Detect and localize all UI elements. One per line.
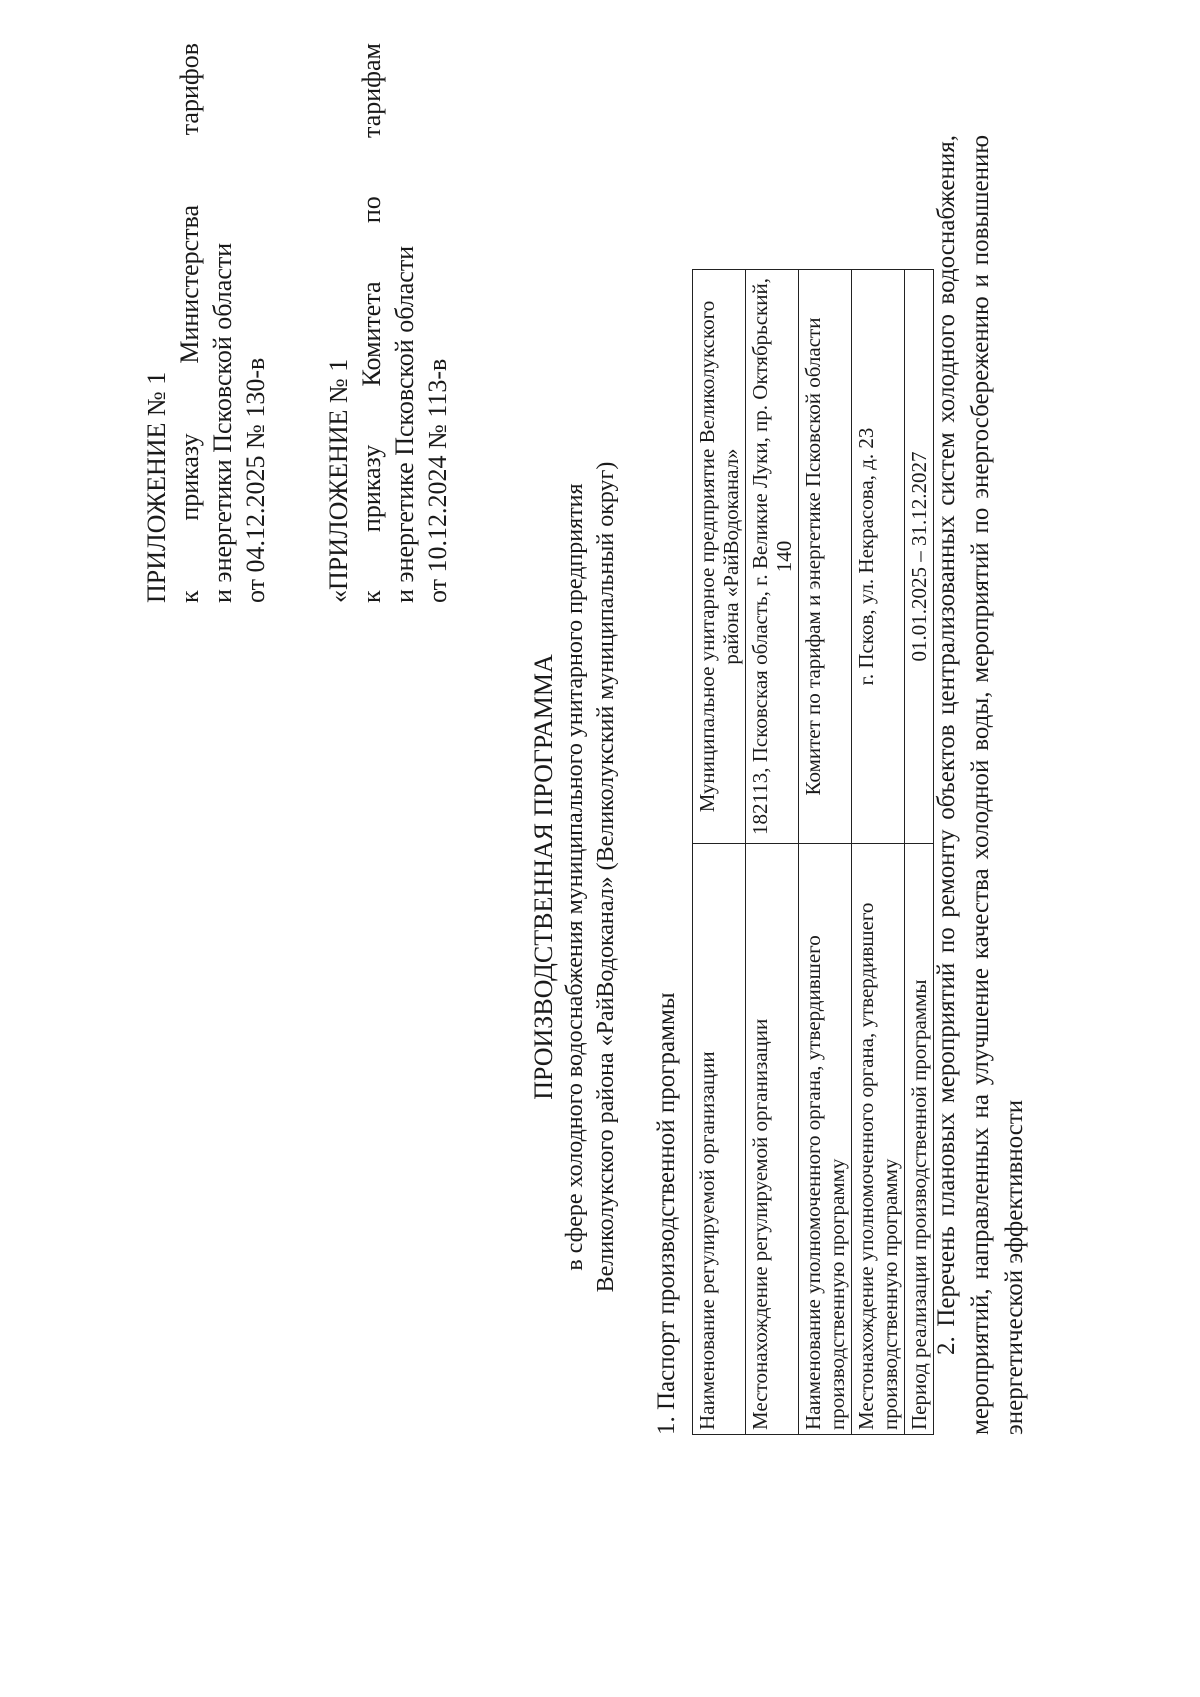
section-2-text: 2. Перечень плановых мероприятий по ремонту объектов централизованных систем холодного водоснабжения, мероприятий, направленных на улучшение качества холодной воды, мероприятий по энергосбережению и повышению энергетической эффективности <box>933 135 1028 1435</box>
appendix-word: по <box>357 196 386 224</box>
appendix-previous-header <box>322 43 454 603</box>
appendix-word: тарифов <box>175 43 204 136</box>
appendix-date-line: от 04.12.2025 № 130-в <box>241 357 270 603</box>
program-title-block <box>528 277 622 1477</box>
appendix-word: Министерства <box>175 204 204 364</box>
table-row <box>693 270 746 1435</box>
table-row <box>852 270 905 1435</box>
section-2-paragraph <box>930 135 1032 1435</box>
appendix-word: тарифам <box>357 43 386 138</box>
appendix-title: ПРИЛОЖЕНИЕ № 1 <box>142 371 171 603</box>
row-label: Местонахождение уполномоченного органа, утвердившего производственную программу <box>852 844 905 1435</box>
row-label: Наименование регулируемой организации <box>693 844 746 1435</box>
program-subtitle-line-2: Великолукского района «РайВодоканал» (Великолукский муниципальный округ) <box>593 461 619 1293</box>
appendix-word: приказу <box>175 433 204 521</box>
row-value: 182113, Псковская область, г. Великие Луки, пр. Октябрьский, 140 <box>746 270 799 844</box>
appendix-current-header <box>140 43 272 603</box>
appendix-word: приказу <box>357 444 386 533</box>
appendix-authority-line: и энергетики Псковской области <box>208 242 237 603</box>
program-title: ПРОИЗВОДСТВЕННАЯ ПРОГРАММА <box>529 654 558 1100</box>
table-row <box>746 270 799 1435</box>
program-subtitle-line-1: в сфере холодного водоснабжения муниципального унитарного предприятия <box>562 483 588 1271</box>
row-value: Комитет по тарифам и энергетике Псковской области <box>799 270 852 844</box>
appendix-word: к <box>357 590 386 603</box>
row-label: Период реализации производственной программы <box>905 844 934 1435</box>
row-value: 01.01.2025 – 31.12.2027 <box>905 270 934 844</box>
row-label: Местонахождение регулируемой организации <box>746 844 799 1435</box>
appendix-authority-line: и энергетике Псковской области <box>390 245 419 603</box>
row-value: г. Псков, ул. Некрасова, д. 23 <box>852 270 905 844</box>
table-row <box>799 270 852 1435</box>
row-value: Муниципальное унитарное предприятие Великолукского района «РайВодоканал» <box>693 270 746 844</box>
passport-table <box>692 269 934 1435</box>
appendix-word: Комитета <box>357 281 386 387</box>
appendix-order-line <box>355 43 388 603</box>
row-label: Наименование уполномоченного органа, утвердившего производственную программу <box>799 844 852 1435</box>
appendix-order-line <box>173 43 206 603</box>
appendix-word: к <box>175 590 204 603</box>
appendix-title: «ПРИЛОЖЕНИЕ № 1 <box>324 358 353 603</box>
appendix-date-line: от 10.12.2024 № 113-в <box>423 358 452 603</box>
section-1-heading: 1. Паспорт производственной программы <box>653 992 680 1435</box>
